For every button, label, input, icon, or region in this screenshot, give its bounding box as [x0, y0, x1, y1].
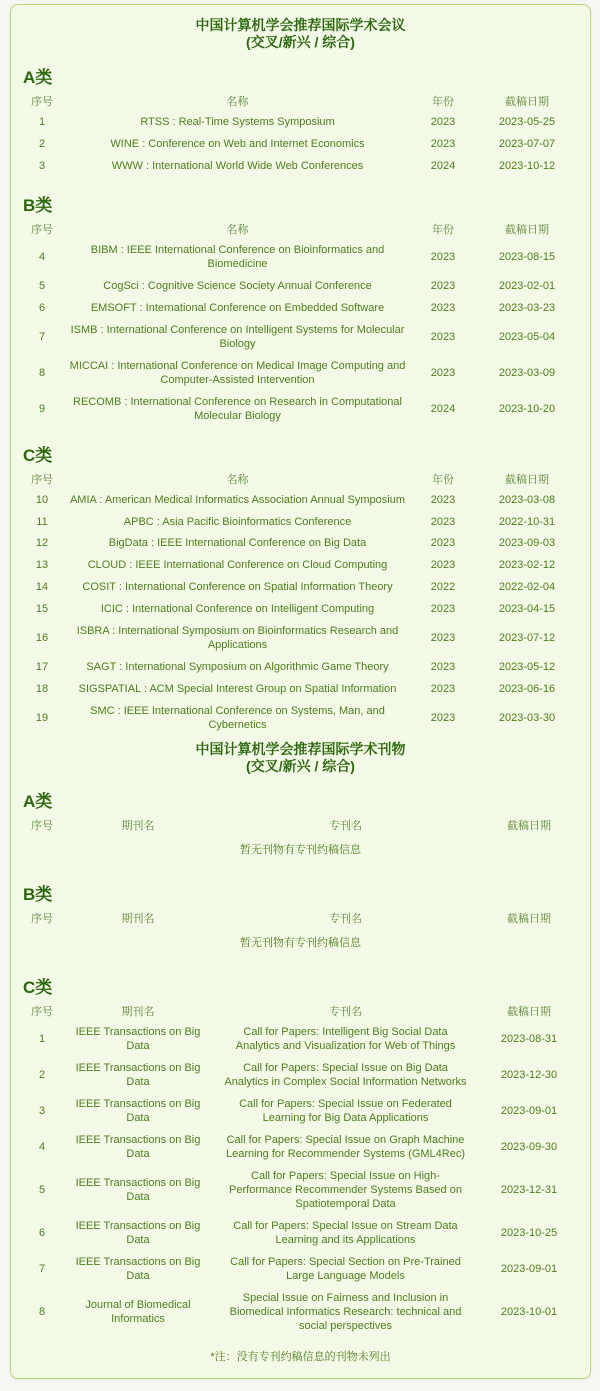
conference-name-cell: CLOUD : IEEE International Conference on Cloud Computing [87, 559, 388, 572]
conference-row [21, 533, 580, 555]
conference-index-cell: 11 [36, 515, 48, 528]
journal-special-issue-cell: Call for Papers: Special Issue on Big Data Analytics in Complex Social Information Networks [224, 1062, 467, 1088]
conference-deadline-cell: 2023-05-25 [498, 116, 556, 128]
journal-title-line2: (交叉/新兴 / 综合) [246, 757, 355, 774]
journal-row [21, 1166, 580, 1216]
conference-year-cell: 2024 [430, 402, 456, 415]
journal-section-a [21, 787, 580, 867]
journal-name-cell: Journal of Biomedical Informatics [85, 1298, 191, 1325]
header-index: 序号 [31, 223, 53, 236]
conference-year-cell: 2023 [430, 603, 456, 616]
conference-title-line2: (交叉/新兴 / 综合) [246, 33, 355, 50]
empty-state-message: 暂无刊物有专刊约稿信息 [240, 937, 361, 950]
header-year: 年份 [432, 473, 454, 486]
journal-row [21, 1058, 580, 1094]
conference-year-cell: 2023 [430, 250, 456, 263]
conference-row [21, 276, 580, 298]
header-special-issue: 专刊名 [329, 820, 362, 833]
conference-name-cell: RECOMB : International Conference on Research in Computational Molecular Biology [73, 395, 402, 422]
conference-row [21, 490, 580, 512]
conference-section-heading-b: B类 [23, 195, 53, 215]
conference-row [21, 240, 580, 276]
journal-special-issue-cell: Call for Papers: Special Issue on Federated Learning for Big Data Applications [239, 1097, 452, 1124]
header-index: 序号 [31, 473, 53, 486]
journal-title-line1: 中国计算机学会推荐国际学术刊物 [195, 741, 406, 758]
journal-row [21, 1252, 580, 1288]
conference-name-cell: WWW : International World Wide Web Conferences [111, 159, 364, 172]
conference-year-cell: 2023 [430, 493, 456, 506]
journal-name-cell: IEEE Transactions on Big Data [75, 1255, 201, 1282]
journal-section-c [21, 973, 580, 1337]
journal-row [21, 1288, 580, 1338]
conference-deadline-cell: 2023-03-08 [498, 493, 556, 506]
conference-year-cell: 2023 [430, 632, 456, 645]
conference-name-cell: RTSS : Real-Time Systems Symposium [140, 116, 335, 128]
header-deadline: 截稿日期 [507, 1006, 551, 1019]
header-deadline: 截稿日期 [505, 96, 549, 109]
conference-index-cell: 18 [35, 683, 49, 696]
journal-index-cell: 4 [38, 1140, 46, 1153]
conference-index-cell: 10 [35, 493, 49, 506]
conference-name-cell: EMSOFT : International Conference on Embedded Software [90, 301, 385, 314]
journal-deadline-cell: 2023-12-30 [500, 1069, 558, 1082]
conference-name-cell: ISBRA : International Symposium on Bioinformatics Research and Applications [76, 625, 399, 652]
conference-table-header-row [21, 471, 580, 490]
conference-name-cell: AMIA : American Medical Informatics Association Annual Symposium [69, 493, 406, 506]
journal-row [21, 1216, 580, 1252]
conference-index-cell: 15 [35, 603, 49, 616]
conference-table-header-row [21, 221, 580, 240]
conference-name-cell: CogSci : Cognitive Science Society Annual Conference [103, 279, 372, 292]
conference-section-a [21, 63, 580, 178]
conference-name-cell: SIGSPATIAL : ACM Special Interest Group on Spatial Information [78, 683, 397, 696]
journal-name-cell: IEEE Transactions on Big Data [75, 1176, 201, 1203]
header-index: 序号 [31, 96, 53, 109]
header-journal-name: 期刊名 [121, 913, 155, 926]
header-index: 序号 [31, 820, 53, 833]
journal-deadline-cell: 2023-09-30 [500, 1140, 558, 1153]
conference-year-cell: 2023 [430, 301, 456, 314]
conference-row [21, 392, 580, 428]
header-special-issue: 专刊名 [329, 1006, 362, 1019]
journal-section-heading-c: C类 [23, 978, 53, 998]
journal-name-cell: IEEE Transactions on Big Data [75, 1026, 201, 1053]
conference-year-cell: 2023 [430, 559, 456, 572]
conference-index-cell: 17 [35, 661, 49, 674]
journal-deadline-cell: 2023-08-31 [500, 1033, 558, 1046]
conference-name-cell: ISMB : International Conference on Intelligent Systems for Molecular Biology [70, 323, 405, 350]
conference-year-cell: 2023 [430, 712, 456, 725]
header-name: 名称 [226, 223, 249, 236]
conference-table-header-row [21, 93, 580, 112]
conference-row [21, 112, 580, 134]
conference-deadline-cell: 2023-10-20 [498, 402, 556, 415]
conference-row [21, 298, 580, 320]
journal-index-cell: 5 [38, 1183, 46, 1196]
ccf-recommendation-card [10, 4, 591, 1379]
conference-deadline-cell: 2023-02-12 [498, 559, 556, 572]
conference-row [21, 156, 580, 178]
conference-section-heading-a: A类 [23, 68, 53, 88]
conference-deadline-cell: 2023-05-04 [498, 330, 556, 343]
journal-index-cell: 7 [38, 1262, 46, 1275]
journal-deadline-cell: 2023-12-31 [500, 1183, 558, 1196]
conference-index-cell: 9 [38, 402, 46, 415]
conference-name-cell: WINE : Conference on Web and Internet Economics [110, 137, 365, 150]
conference-index-cell: 1 [38, 116, 46, 128]
conference-deadline-cell: 2023-10-12 [498, 159, 556, 172]
journal-section-heading-b: B类 [23, 885, 53, 905]
journal-table-header-row [21, 817, 580, 836]
conference-title-line1: 中国计算机学会推荐国际学术会议 [195, 17, 406, 33]
header-name: 名称 [226, 96, 249, 109]
journal-name-cell: IEEE Transactions on Big Data [75, 1219, 201, 1246]
journal-deadline-cell: 2023-10-01 [500, 1305, 558, 1318]
conference-index-cell: 19 [35, 712, 49, 725]
header-special-issue: 专刊名 [329, 913, 362, 926]
journal-section-b [21, 880, 580, 960]
empty-state-message: 暂无刊物有专刊约稿信息 [240, 844, 361, 857]
conference-year-cell: 2023 [430, 116, 456, 128]
conference-row [21, 320, 580, 356]
conference-index-cell: 14 [35, 581, 49, 594]
journal-special-issue-cell: Call for Papers: Special Issue on Graph Machine Learning for Recommender Systems (GML4Rec) [225, 1133, 466, 1160]
journal-deadline-cell: 2023-10-25 [500, 1226, 558, 1239]
conference-sections [21, 63, 580, 737]
conference-year-cell: 2023 [430, 515, 456, 528]
conference-year-cell: 2023 [430, 366, 456, 379]
journal-deadline-cell: 2023-09-01 [500, 1262, 558, 1275]
header-index: 序号 [31, 913, 53, 926]
conference-name-cell: SAGT : International Symposium on Algorithmic Game Theory [86, 661, 389, 674]
journal-index-cell: 1 [38, 1033, 46, 1046]
conference-year-cell: 2023 [430, 537, 456, 550]
conference-row [21, 134, 580, 156]
conference-deadline-cell: 2023-04-15 [498, 603, 556, 616]
journal-name-cell: IEEE Transactions on Big Data [75, 1062, 201, 1088]
conference-index-cell: 13 [35, 559, 49, 572]
journal-special-issue-cell: Call for Papers: Special Issue on Stream Data Learning and its Applications [233, 1219, 458, 1246]
conference-name-cell: BigData : IEEE International Conference on Big Data [108, 537, 367, 550]
conference-section-heading-c: C类 [23, 445, 53, 465]
journal-section-heading-a: A类 [23, 792, 53, 812]
header-deadline: 截稿日期 [507, 913, 551, 926]
conference-index-cell: 4 [38, 250, 46, 263]
journal-special-issue-cell: Call for Papers: Special Issue on High-Performance Recommender Systems Based on Spatiotemporal Data [229, 1169, 462, 1210]
conference-name-cell: COSIT : International Conference on Spatial Information Theory [82, 581, 393, 594]
journal-row [21, 1094, 580, 1130]
conference-row [21, 356, 580, 392]
header-year: 年份 [432, 223, 454, 236]
conference-row [21, 599, 580, 621]
header-year: 年份 [432, 96, 454, 109]
conference-row [21, 621, 580, 657]
header-deadline: 截稿日期 [505, 473, 549, 486]
header-index: 序号 [31, 1006, 53, 1019]
conference-deadline-cell: 2023-07-12 [498, 632, 556, 645]
conference-section-c [21, 441, 580, 738]
conference-row [21, 512, 580, 534]
conference-year-cell: 2023 [430, 279, 456, 292]
header-journal-name: 期刊名 [121, 820, 155, 833]
conference-year-cell: 2024 [430, 159, 456, 172]
conference-index-cell: 2 [38, 137, 46, 150]
journal-row [21, 1022, 580, 1058]
conference-deadline-cell: 2023-09-03 [498, 537, 556, 550]
conference-index-cell: 7 [38, 330, 46, 343]
conference-year-cell: 2023 [430, 683, 456, 696]
conference-deadline-cell: 2022-10-31 [498, 515, 556, 528]
conference-name-cell: MICCAI : International Conference on Medical Image Computing and Computer-Assisted Intervention [69, 359, 406, 386]
journal-special-issue-cell: Call for Papers: Intelligent Big Social Data Analytics and Visualization for Web of Things [235, 1026, 456, 1053]
conference-index-cell: 5 [38, 279, 46, 292]
header-name: 名称 [226, 473, 249, 486]
conference-deadline-cell: 2023-07-07 [498, 137, 556, 150]
conference-name-cell: APBC : Asia Pacific Bioinformatics Conference [123, 515, 352, 528]
conference-row [21, 701, 580, 737]
conference-row [21, 555, 580, 577]
journal-row [21, 1130, 580, 1166]
header-deadline: 截稿日期 [505, 223, 549, 236]
conference-index-cell: 16 [35, 632, 49, 645]
conference-row [21, 577, 580, 599]
journal-index-cell: 3 [38, 1104, 46, 1117]
conference-row [21, 657, 580, 679]
journal-special-issue-cell: Special Issue on Fairness and Inclusion in Biomedical Informatics Research: technical and social perspectives [229, 1291, 462, 1332]
conference-year-cell: 2022 [430, 581, 456, 594]
journal-special-issue-cell: Call for Papers: Special Section on Pre-Trained Large Language Models [230, 1255, 461, 1282]
conference-deadline-cell: 2022-02-04 [498, 581, 556, 594]
journal-index-cell: 8 [38, 1305, 46, 1318]
conference-list-title [21, 17, 580, 50]
conference-deadline-cell: 2023-06-16 [498, 683, 556, 696]
journal-name-cell: IEEE Transactions on Big Data [75, 1097, 201, 1124]
footnote: *注：没有专刊约稿信息的刊物未列出 [210, 1350, 391, 1363]
conference-deadline-cell: 2023-02-01 [498, 279, 556, 292]
conference-deadline-cell: 2023-08-15 [498, 250, 556, 263]
conference-name-cell: ICIC : International Conference on Intelligent Computing [100, 603, 375, 616]
conference-section-b [21, 191, 580, 428]
conference-name-cell: BIBM : IEEE International Conference on Bioinformatics and Biomedicine [90, 243, 385, 270]
header-journal-name: 期刊名 [121, 1006, 155, 1019]
journal-index-cell: 2 [38, 1069, 46, 1082]
journal-name-cell: IEEE Transactions on Big Data [75, 1133, 201, 1160]
conference-index-cell: 6 [38, 301, 46, 314]
conference-index-cell: 3 [38, 159, 46, 172]
conference-year-cell: 2023 [430, 661, 456, 674]
conference-row [21, 679, 580, 701]
conference-deadline-cell: 2023-05-12 [498, 661, 556, 674]
journal-table-header-row [21, 910, 580, 929]
conference-index-cell: 12 [35, 537, 49, 550]
conference-year-cell: 2023 [430, 137, 456, 150]
conference-index-cell: 8 [38, 366, 46, 379]
conference-deadline-cell: 2023-03-23 [498, 301, 556, 314]
journal-table-header-row [21, 1003, 580, 1022]
journal-list-title [21, 741, 580, 774]
journal-index-cell: 6 [38, 1226, 46, 1239]
conference-deadline-cell: 2023-03-09 [498, 366, 556, 379]
journal-deadline-cell: 2023-09-01 [500, 1104, 558, 1117]
journal-sections [21, 787, 580, 1337]
conference-name-cell: SMC : IEEE International Conference on Systems, Man, and Cybernetics [90, 705, 385, 732]
header-deadline: 截稿日期 [507, 820, 551, 833]
conference-year-cell: 2023 [430, 330, 456, 343]
conference-deadline-cell: 2023-03-30 [498, 712, 556, 725]
